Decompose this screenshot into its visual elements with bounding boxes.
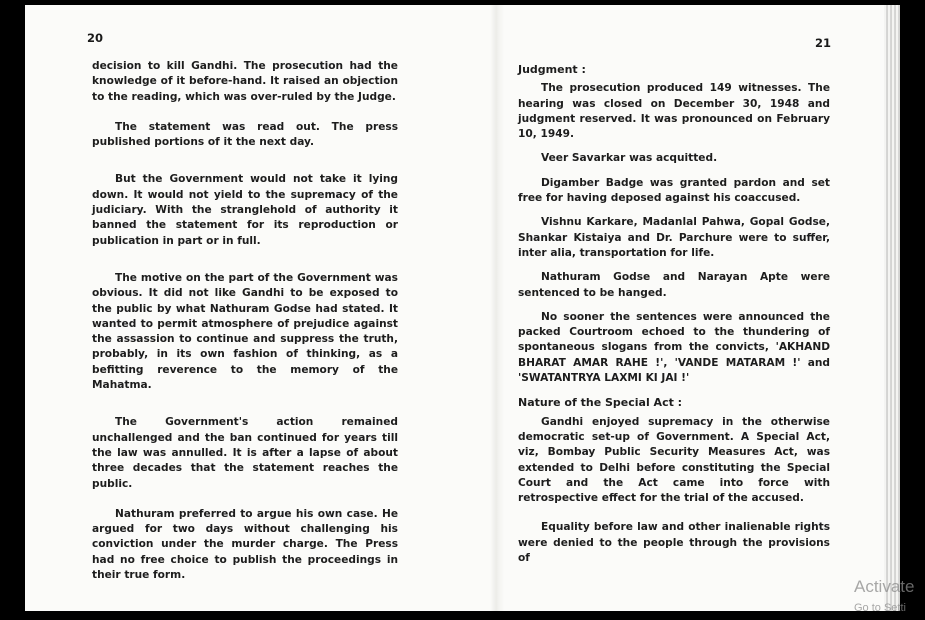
activate-windows-watermark: Activate: [854, 577, 915, 596]
right-page-text: [518, 62, 830, 575]
book-gutter: [490, 5, 504, 611]
paragraph: Digamber Badge was granted pardon and set free for having deposed against his coaccused.: [518, 176, 830, 205]
paragraph: The statement was read out. The press published portions of it the next day.: [92, 120, 398, 149]
paragraph-text: transportation for life.: [575, 246, 715, 259]
paragraph-sentences: [518, 215, 830, 261]
page-edges: [884, 5, 900, 611]
emphasis-text: inter alia,: [518, 246, 576, 259]
paragraph: Nathuram preferred to argue his own case. He argued for two days without challenging his conviction under the murder charge. The Press had no free choice to publish the proceedings in their true form.: [92, 507, 398, 582]
go-to-settings-watermark: Go to Setti: [854, 602, 906, 614]
paragraph: The motive on the part of the Government was obvious. It did not like Gandhi to be exposed to the public by what Nathuram Godse had stated. It wanted to permit atmosphere of prejudice against the assassion to continue and suppress the truth, probably, in its own fashion of thinking, as a befitting reverence to the memory of the Mahatma.: [92, 271, 398, 392]
left-page-number: 20: [87, 31, 104, 45]
paragraph: But the Government would not take it lying down. It would not yield to the supremacy of the judiciary. With the stranglehold of authority it banned the statement for its reproduction or publication in part or in full.: [92, 173, 398, 247]
paragraph: Veer Savarkar was acquitted.: [541, 152, 718, 165]
section-heading-special-act: Nature of the Special Act :: [518, 396, 683, 410]
right-page-number: 21: [815, 36, 832, 50]
left-page-text: [92, 59, 398, 598]
paragraph: The prosecution produced 149 witnesses. The hearing was closed on December 30, 1948 and judgment reserved. It was pronounced on February 10, 1949.: [518, 82, 830, 141]
paragraph: The Government's action remained unchallenged and the ban continued for years till the law was annulled. It is after a lapse of about three decades that the statement reaches the public.: [92, 416, 398, 490]
paragraph: No sooner the sentences were announced the packed Courtroom echoed to the thundering of spontaneous slogans from the convicts, 'AKHAND BHARAT AMAR RAHE !', 'VANDE MATARAM !' and 'SWATANTRYA LAXMI KI JAI !': [518, 310, 830, 385]
section-heading-judgment: Judgment :: [518, 63, 586, 76]
paragraph: Nathuram Godse and Narayan Apte were sentenced to be hanged.: [518, 271, 830, 299]
paragraph: decision to kill Gandhi. The prosecution had the knowledge of it before-hand. It raised an objection to the reading, which was over-ruled by the Judge.: [92, 60, 398, 103]
paragraph-text: Vishnu Karkare, Madanlal Pahwa, Gopal Godse, Shankar Kistaiya and Dr. Parchure were to suffer,: [518, 216, 830, 244]
paragraph: Gandhi enjoyed supremacy in the otherwise democratic set-up of Government. A Special Act, viz, Bombay Public Security Measures Act, was extended to Delhi before constituting the Special Court and the Act came into force with retrospective effect for the trial of the accused.: [518, 415, 830, 505]
paragraph: Equality before law and other inalienable rights were denied to the people through the provisions of: [518, 521, 830, 565]
